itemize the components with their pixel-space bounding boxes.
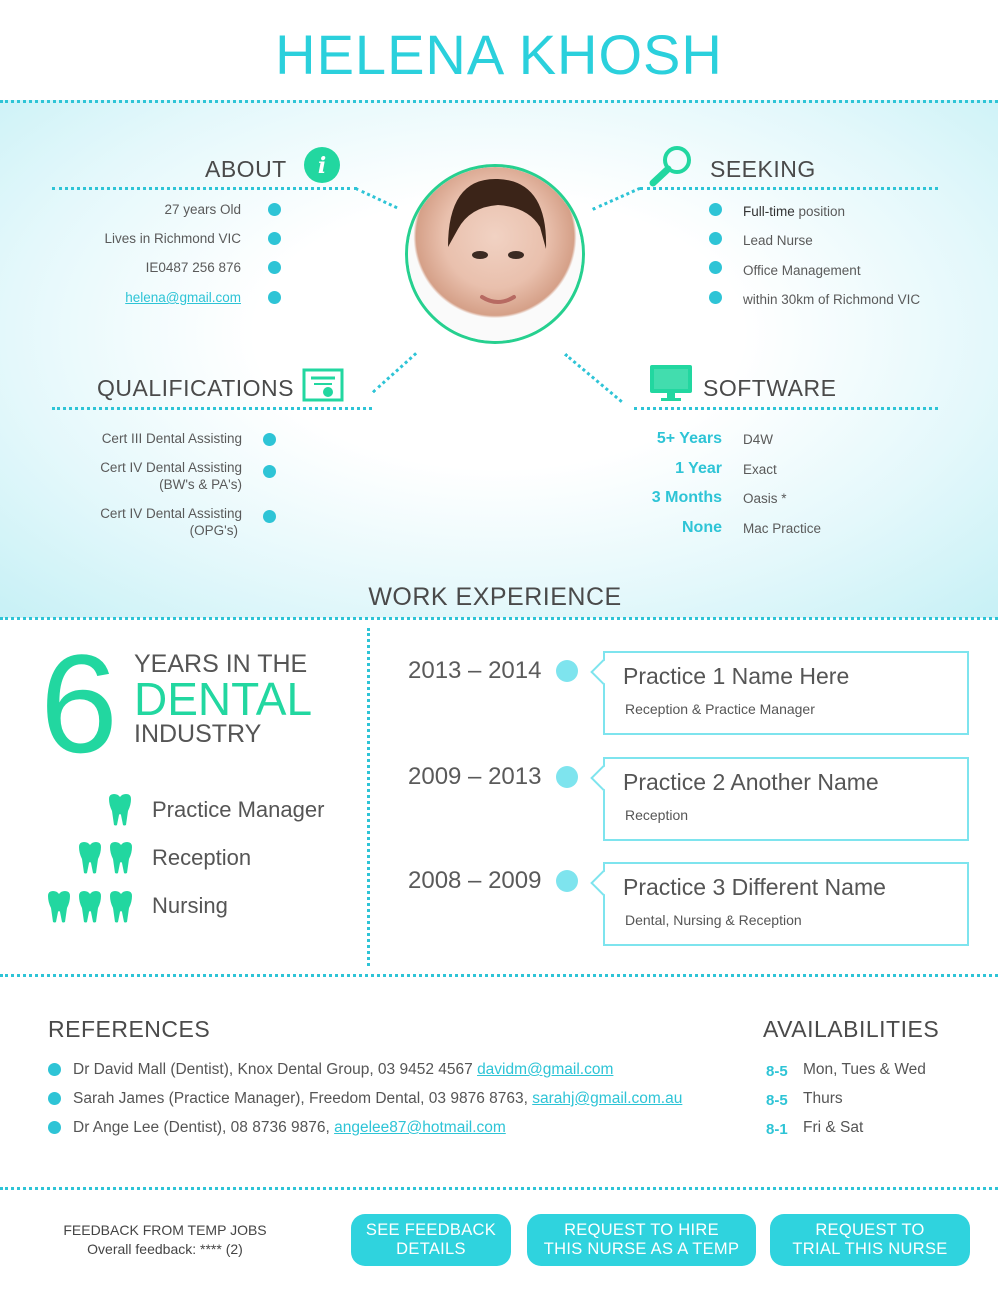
trial-nurse-button[interactable]: REQUEST TO TRIAL THIS NURSE xyxy=(770,1214,970,1266)
seeking-location: within 30km of Richmond VIC xyxy=(743,292,921,307)
tooth-icon xyxy=(45,890,137,924)
references-divider xyxy=(0,974,998,977)
timeline-dot xyxy=(556,870,578,892)
job-card xyxy=(603,757,969,841)
feedback-rating: Overall feedback: **** (2) xyxy=(87,1241,243,1257)
job-card xyxy=(603,862,969,946)
portrait-illustration xyxy=(408,167,582,341)
reference-item: Sarah James (Practice Manager), Freedom Dental, 03 9876 8763, sarahj@gmail.com.au xyxy=(73,1090,683,1107)
bullet-dot xyxy=(709,261,722,274)
about-location: Lives in Richmond VIC xyxy=(104,231,241,246)
years-line-1: YEARS IN THE xyxy=(134,650,308,678)
software-name: Mac Practice xyxy=(743,521,822,536)
job-practice-name: Practice 1 Name Here xyxy=(623,663,850,689)
seeking-employment-type: Full-time position xyxy=(743,204,846,219)
reference-email-link[interactable]: sarahj@gmail.com.au xyxy=(532,1090,683,1107)
qualifications-underline xyxy=(52,407,372,410)
bullet-dot xyxy=(48,1092,61,1105)
certificate-icon xyxy=(302,368,344,402)
job-role: Reception xyxy=(625,807,689,823)
reference-item: Dr Ange Lee (Dentist), 08 8736 9876, angelee87@hotmail.com xyxy=(73,1119,506,1136)
timeline-dot xyxy=(556,766,578,788)
job-role: Dental, Nursing & Reception xyxy=(625,912,802,928)
qualification-2-detail: (BW's & PA's) xyxy=(159,477,242,492)
role-practice-manager: Practice Manager xyxy=(152,797,325,822)
bullet-dot xyxy=(268,232,281,245)
years-line-2: DENTAL xyxy=(134,673,313,725)
about-phone: IE0487 256 876 xyxy=(145,260,241,275)
references-title: REFERENCES xyxy=(48,1016,211,1042)
qualification-3-detail: (OPG's) xyxy=(189,523,238,538)
bullet-dot xyxy=(263,510,276,523)
qualification-2: Cert IV Dental Assisting xyxy=(100,460,242,475)
availability-days: Fri & Sat xyxy=(803,1119,864,1136)
qualification-3: Cert IV Dental Assisting xyxy=(100,506,242,521)
candidate-name: HELENA KHOSH xyxy=(275,23,723,86)
software-underline xyxy=(634,407,938,410)
job-years: 2008 – 2009 xyxy=(408,867,542,894)
reference-email-link[interactable]: davidm@gmail.com xyxy=(477,1061,614,1078)
tooth-icon xyxy=(76,841,136,875)
software-level: 5+ Years xyxy=(656,430,722,447)
work-experience-title: WORK EXPERIENCE xyxy=(368,583,622,611)
bullet-dot xyxy=(268,291,281,304)
profile-photo xyxy=(405,164,585,344)
info-icon xyxy=(303,146,341,184)
bullet-dot xyxy=(48,1063,61,1076)
software-name: D4W xyxy=(743,432,773,447)
seeking-area: Office Management xyxy=(743,263,861,278)
feedback-heading: FEEDBACK FROM TEMP JOBS xyxy=(63,1222,267,1238)
reference-item: Dr David Mall (Dentist), Knox Dental Group, 03 9452 4567 davidm@gmail.com xyxy=(73,1061,614,1078)
seeking-title: SEEKING xyxy=(710,156,816,182)
svg-text:i: i xyxy=(317,153,327,179)
job-years: 2013 – 2014 xyxy=(408,657,542,684)
monitor-icon xyxy=(649,364,693,402)
job-practice-name: Practice 2 Another Name xyxy=(623,769,879,795)
software-name: Oasis * xyxy=(743,491,787,506)
availability-days: Mon, Tues & Wed xyxy=(803,1061,926,1078)
work-vertical-divider xyxy=(367,628,370,966)
bullet-dot xyxy=(268,203,281,216)
about-title: ABOUT xyxy=(205,156,287,182)
magnifier-icon xyxy=(648,144,694,188)
bullet-dot xyxy=(263,433,276,446)
software-name: Exact xyxy=(743,462,777,477)
tooth-icon xyxy=(106,793,134,827)
job-card xyxy=(603,651,969,735)
bullet-dot xyxy=(709,203,722,216)
hire-temp-button[interactable]: REQUEST TO HIRE THIS NURSE AS A TEMP xyxy=(527,1214,756,1266)
availabilities-title: AVAILABILITIES xyxy=(763,1016,940,1042)
qualifications-title: QUALIFICATIONS xyxy=(97,375,294,401)
qualification-1: Cert III Dental Assisting xyxy=(101,431,242,446)
job-role: Reception & Practice Manager xyxy=(625,701,815,717)
years-line-3: INDUSTRY xyxy=(134,720,262,748)
availability-time: 8-1 xyxy=(766,1121,788,1138)
top-divider xyxy=(0,100,998,103)
about-email-link[interactable]: helena@gmail.com xyxy=(125,290,241,305)
availability-time: 8-5 xyxy=(766,1092,788,1109)
software-level: 3 Months xyxy=(651,489,722,506)
software-title: SOFTWARE xyxy=(703,375,837,401)
work-divider xyxy=(0,617,998,620)
software-level: None xyxy=(682,519,722,536)
role-nursing: Nursing xyxy=(152,893,228,918)
availability-time: 8-5 xyxy=(766,1063,788,1080)
bullet-dot xyxy=(268,261,281,274)
timeline-dot xyxy=(556,660,578,682)
years-number: 6 xyxy=(40,625,118,782)
about-underline xyxy=(52,187,357,190)
software-level: 1 Year xyxy=(675,460,722,477)
about-age: 27 years Old xyxy=(164,202,241,217)
footer-divider xyxy=(0,1187,998,1190)
seeking-underline xyxy=(640,187,938,190)
see-feedback-button[interactable]: SEE FEEDBACK DETAILS xyxy=(351,1214,511,1266)
availability-days: Thurs xyxy=(803,1090,843,1107)
job-years: 2009 – 2013 xyxy=(408,763,542,790)
bullet-dot xyxy=(48,1121,61,1134)
reference-email-link[interactable]: angelee87@hotmail.com xyxy=(334,1119,506,1136)
role-reception: Reception xyxy=(152,845,252,870)
bullet-dot xyxy=(263,465,276,478)
bullet-dot xyxy=(709,232,722,245)
bullet-dot xyxy=(709,291,722,304)
seeking-role: Lead Nurse xyxy=(743,233,813,248)
job-practice-name: Practice 3 Different Name xyxy=(623,874,886,900)
